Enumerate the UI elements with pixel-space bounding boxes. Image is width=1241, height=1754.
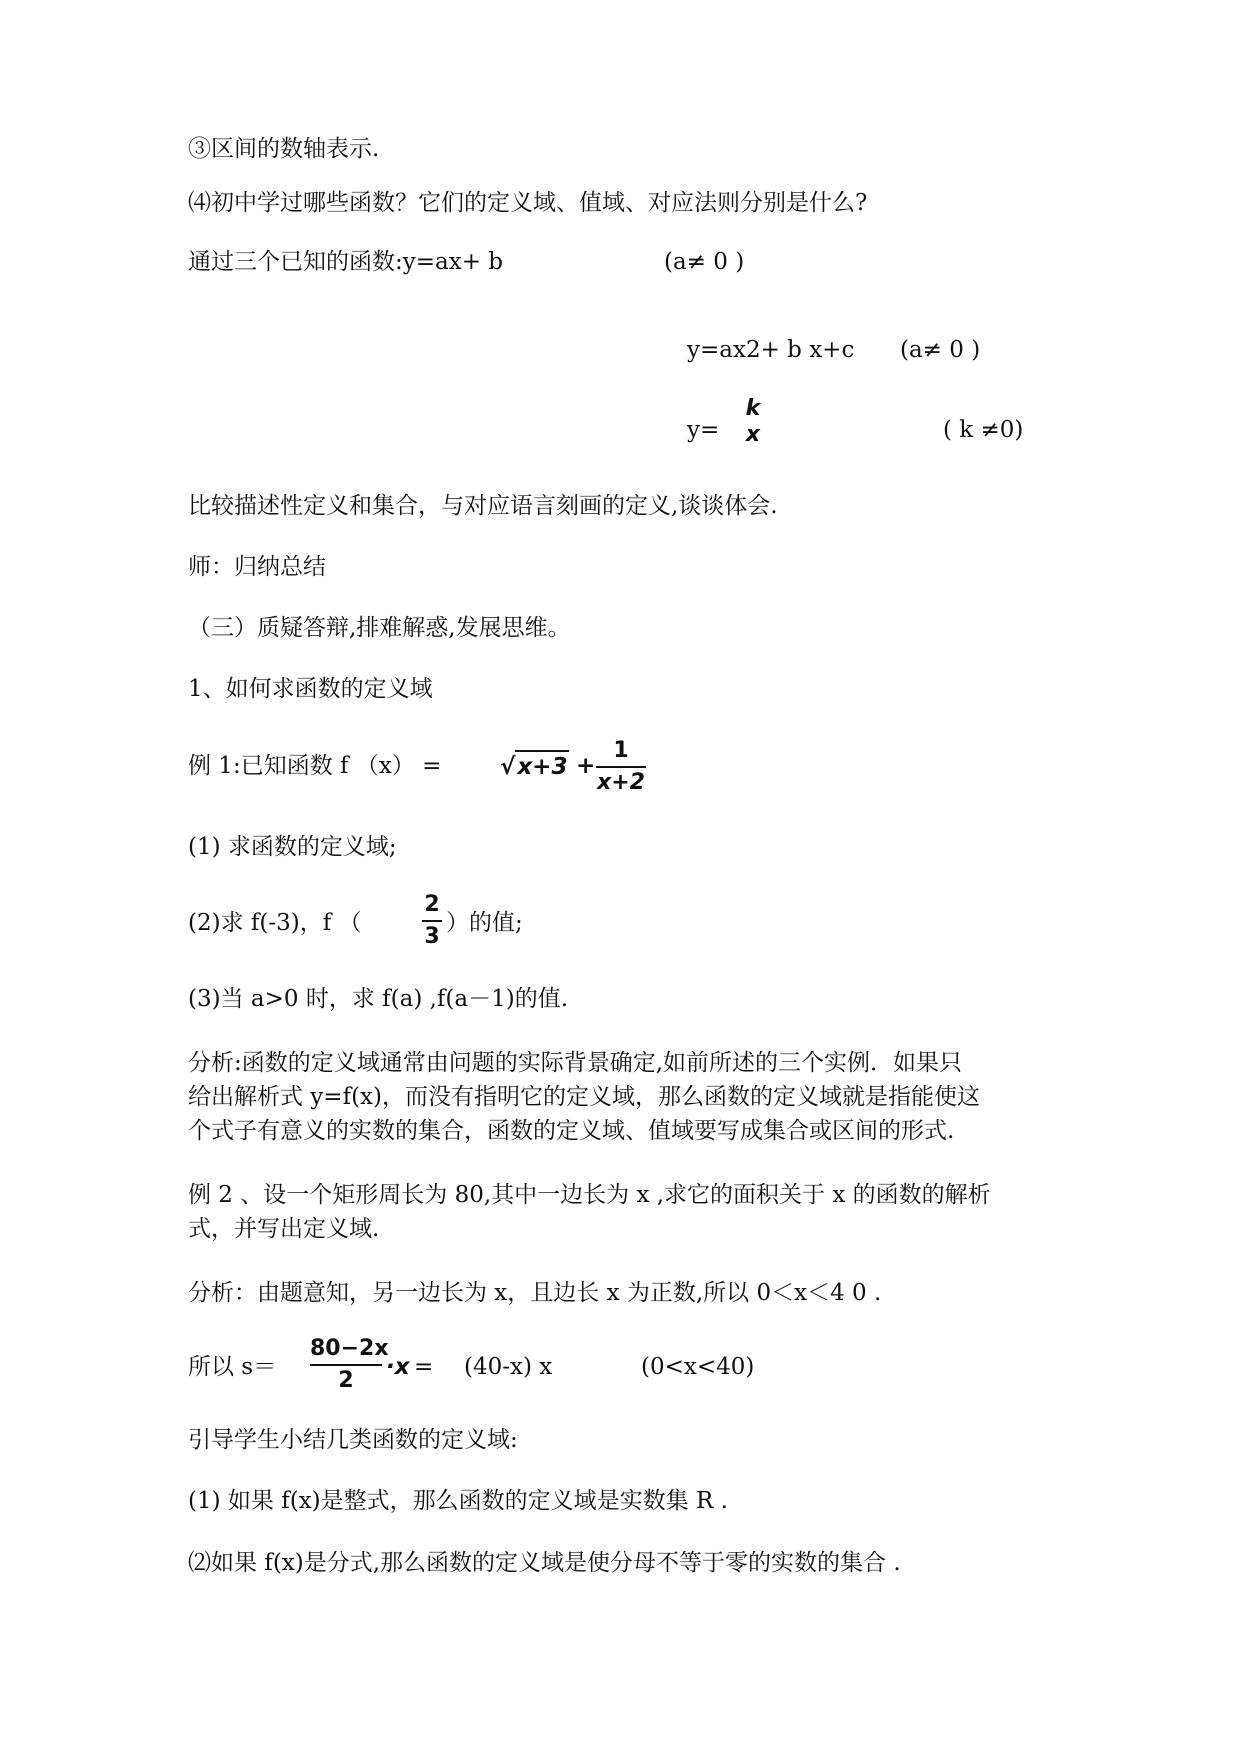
example1-title: 例 1:已知函数 f （x） = [188,753,442,779]
fraction-80-minus-2x-over-2 [310,1336,389,1394]
inverse-condition: ( k ≠0) [943,417,1024,443]
area-domain: (0<x<40) [641,1354,755,1380]
linear-condition: (a≠ 0 ) [664,249,745,275]
fraction-bar [596,766,646,768]
fraction-denominator: 3 [424,924,440,949]
section-heading-three: （三）质疑答辩,排难解惑,发展思维。 [188,615,571,641]
times-x: ·x [386,1354,410,1380]
example1-part1: (1) 求函数的定义域; [188,834,397,860]
sqrt-expression: √x+3 [500,750,569,782]
fraction-denominator: x+2 [597,770,645,795]
equals-sign: = [414,1354,434,1380]
analysis-para-line2: 给出解析式 y=f(x)，而没有指明它的定义域，那么函数的定义域就是指能使这 [188,1084,981,1110]
summary-intro: 引导学生小结几类函数的定义域: [188,1427,518,1453]
fraction-2-over-3 [422,892,442,950]
quadratic-condition: (a≠ 0 ) [900,337,981,363]
plus-sign: + [576,753,596,779]
inverse-function-label: y= [687,417,720,443]
fraction-denominator: 2 [338,1368,354,1393]
example1-part2-tail: ）的值; [446,910,523,936]
line-interval-axis: ③区间的数轴表示. [188,136,380,162]
example1-part3: (3)当 a>0 时，求 f(a) ,f(a－1)的值. [188,986,569,1012]
fraction-numerator: 2 [424,892,440,917]
area-result: (40-x) x [464,1354,553,1380]
fraction-numerator: k [745,396,761,421]
example1-part2: (2)求 f(-3)，f （ [188,910,362,936]
example2-line1: 例 2 、设一个矩形周长为 80,其中一边长为 x ,求它的面积关于 x 的函数的解析 [188,1182,991,1208]
line-how-domain: 1、如何求函数的定义域 [188,676,433,702]
line-compare-definitions: 比较描述性定义和集合，与对应语言刻画的定义,谈谈体会. [188,493,778,519]
fraction-bar [422,920,442,922]
fraction-numerator: 1 [613,738,629,763]
analysis-para-line3: 个式子有意义的实数的集合，函数的定义域、值域要写成集合或区间的形式. [188,1118,955,1144]
fraction-numerator: 80−2x [310,1336,389,1361]
fraction-k-over-x [740,396,766,448]
analysis-para-line1: 分析:函数的定义域通常由问题的实际背景确定,如前所述的三个实例．如果只 [188,1050,963,1076]
fraction-denominator: x [745,422,761,447]
analysis2-line: 分析：由题意知，另一边长为 x，且边长 x 为正数,所以 0＜x＜4 0 . [188,1280,882,1306]
line-linear-function: 通过三个已知的函数:y=ax+ b [188,249,504,275]
example2-line2: 式，并写出定义域. [188,1216,380,1242]
quadratic-function: y=ax2+ b x+c [687,337,855,363]
fraction-1-over-x-plus-2 [596,738,646,796]
area-formula-label: 所以 s＝ [188,1354,277,1380]
summary-item2: ⑵如果 f(x)是分式,那么函数的定义域是使分母不等于零的实数的集合 . [188,1550,901,1576]
sqrt-radicand: x+3 [515,750,569,782]
summary-item1: (1) 如果 f(x)是整式，那么函数的定义域是实数集 R . [188,1488,728,1514]
fraction-bar [310,1364,382,1366]
line-teacher-summary: 师：归纳总结 [188,554,326,580]
line-junior-functions: ⑷初中学过哪些函数？它们的定义域、值域、对应法则分别是什么? [188,190,868,216]
